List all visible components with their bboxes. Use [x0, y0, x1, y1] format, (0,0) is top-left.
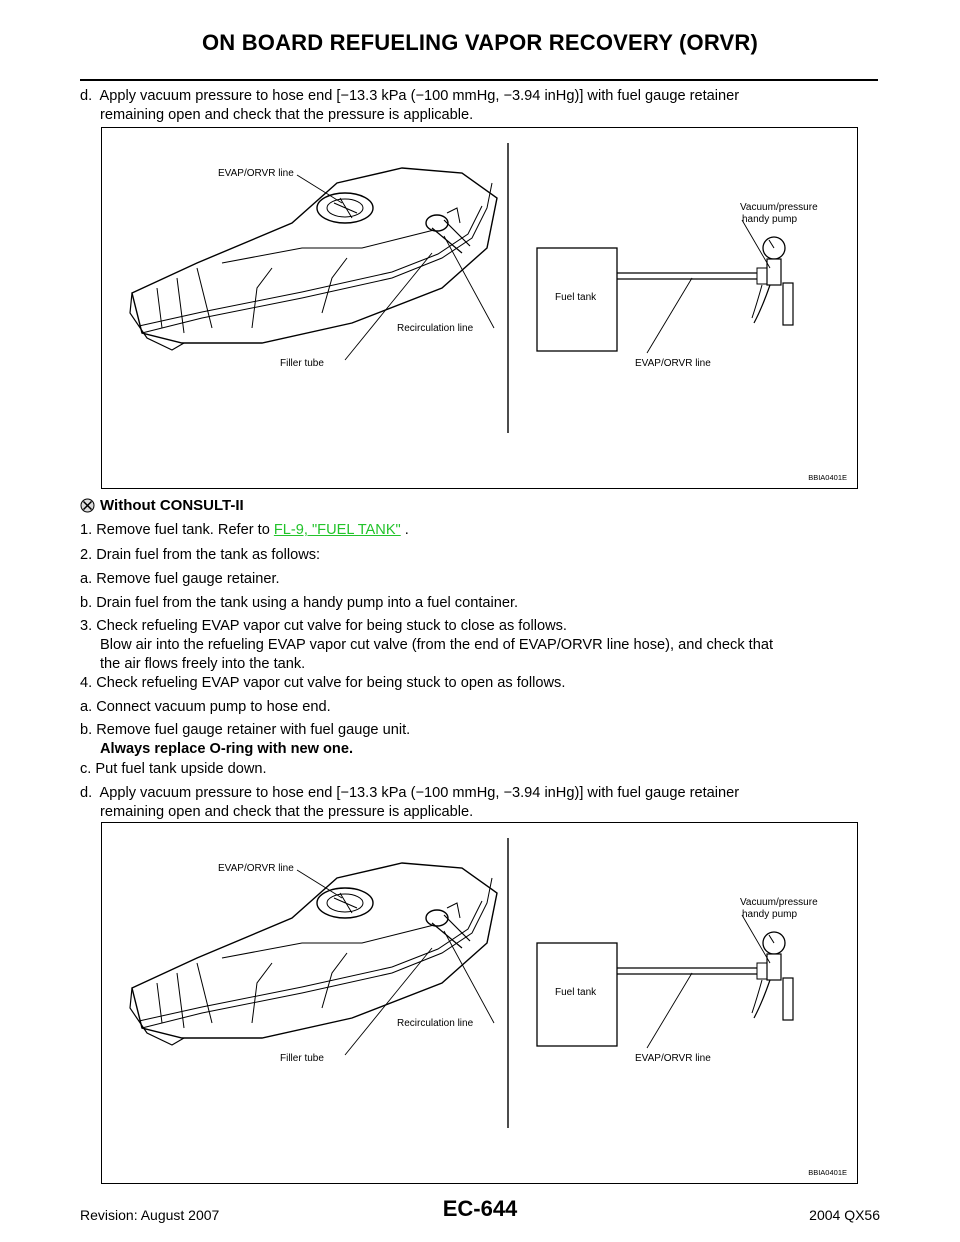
- fuel-tank-diagram: [102, 128, 859, 490]
- vehicle-model: 2004 QX56: [809, 1207, 880, 1223]
- figure-code: BBIA0401E: [808, 1168, 847, 1177]
- label-vacuum-pump-2: handy pump: [742, 909, 798, 920]
- step-4b: b. Remove fuel gauge retainer with fuel gauge unit. Always replace O-ring with new one.: [80, 721, 880, 759]
- step-4d: d. Apply vacuum pressure to hose end [−13.3 kPa (−100 mmHg, −3.94 inHg)] with fuel gauge retainer remaining open and check that the pressure is applicable.: [80, 785, 740, 820]
- page-number: EC-644: [442, 1196, 518, 1221]
- label-evap-orvr-line-2: EVAP/ORVR line: [635, 1053, 711, 1064]
- label-evap-orvr-line: EVAP/ORVR line: [218, 863, 294, 874]
- step-2: 2. Drain fuel from the tank as follows:: [80, 547, 321, 563]
- label-filler-tube: Filler tube: [280, 1053, 324, 1064]
- label-evap-orvr-line-2: EVAP/ORVR line: [635, 358, 711, 369]
- label-evap-orvr-line: EVAP/ORVR line: [218, 168, 294, 179]
- fuel-tank-diagram-2: [102, 823, 859, 1185]
- consult-tool-icon: [80, 498, 95, 513]
- section-heading-text: Without CONSULT-II: [100, 497, 244, 514]
- figure-code: BBIA0401E: [808, 473, 847, 482]
- o-ring-note: Always replace O-ring with new one.: [100, 741, 354, 757]
- step-d-top-line2: remaining open and check that the pressure is applicable.: [100, 107, 474, 123]
- revision-date: Revision: August 2007: [80, 1207, 220, 1223]
- label-recirculation-line: Recirculation line: [397, 323, 474, 334]
- figure-top: [101, 127, 858, 489]
- label-filler-tube: Filler tube: [280, 358, 324, 369]
- step-4a: a. Connect vacuum pump to hose end.: [80, 699, 331, 715]
- label-fuel-tank: Fuel tank: [555, 292, 597, 303]
- title-rule: [80, 79, 878, 81]
- label-vacuum-pump-1: Vacuum/pressure: [740, 202, 818, 213]
- step-d-top-line1: d. Apply vacuum pressure to hose end [−13.3 kPa (−100 mmHg, −3.94 inHg)] with fuel gauge retainer: [80, 88, 740, 104]
- fuel-tank-reference-link[interactable]: FL-9, "FUEL TANK": [273, 522, 401, 538]
- section-heading: [80, 497, 244, 514]
- figure-bottom: [101, 822, 858, 1184]
- step-4: 4. Check refueling EVAP vapor cut valve for being stuck to open as follows.: [80, 675, 566, 691]
- label-fuel-tank: Fuel tank: [555, 987, 597, 998]
- label-vacuum-pump-1: Vacuum/pressure: [740, 897, 818, 908]
- label-recirculation-line: Recirculation line: [397, 1018, 474, 1029]
- label-vacuum-pump-2: handy pump: [742, 214, 798, 225]
- step-2b: b. Drain fuel from the tank using a handy pump into a fuel container.: [80, 595, 519, 611]
- step-1: 1. Remove fuel tank. Refer to FL-9, "FUEL TANK" .: [80, 522, 409, 538]
- step-d-top: [80, 87, 880, 125]
- step-3: 3. Check refueling EVAP vapor cut valve for being stuck to close as follows. Blow air into the refueling EVAP vapor cut valve (from the end of EVAP/ORVR line hose), and check that the air flows freely into the tank.: [80, 618, 774, 672]
- page-title: ON BOARD REFUELING VAPOR RECOVERY (ORVR): [201, 30, 758, 55]
- step-4c: c. Put fuel tank upside down.: [80, 761, 267, 777]
- step-2a: a. Remove fuel gauge retainer.: [80, 571, 280, 587]
